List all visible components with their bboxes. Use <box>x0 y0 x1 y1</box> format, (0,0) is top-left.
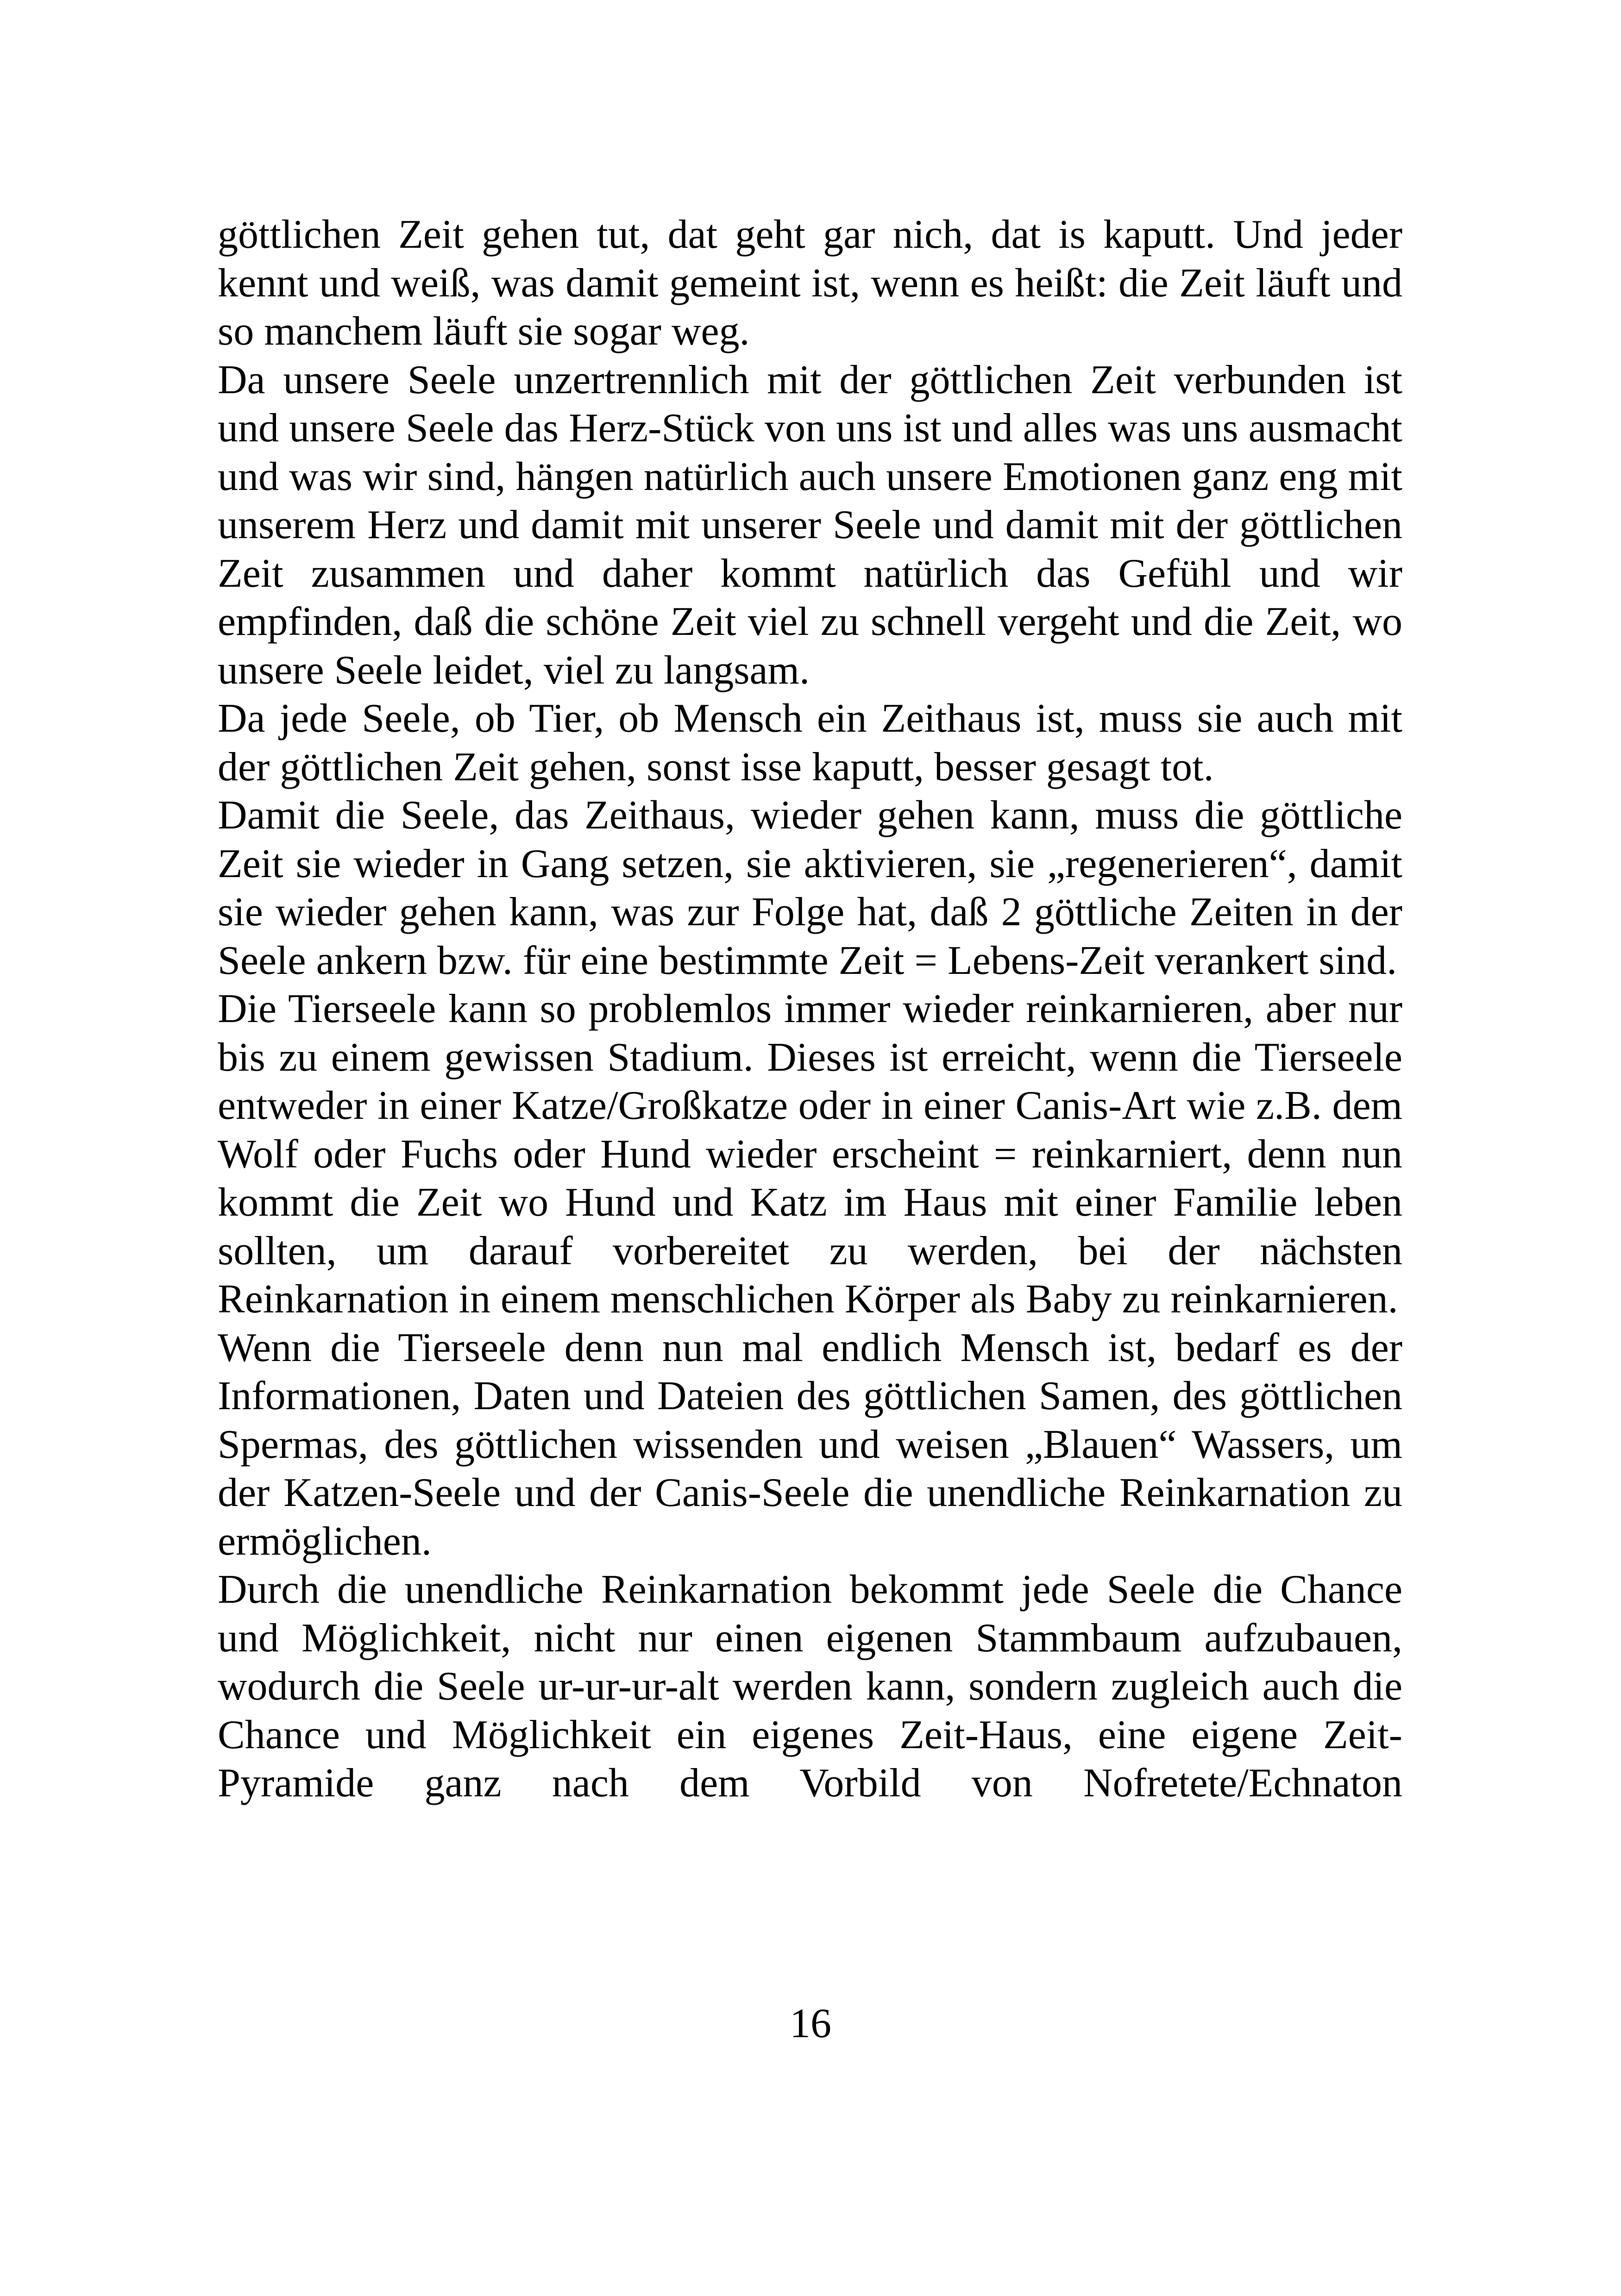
paragraph-6: Wenn die Tierseele denn nun mal endlich Mensch ist, bedarf es der Informationen, Daten und Dateien des göttlichen Samen, des göttlichen Spermas, des göttlichen wissenden und weisen „Blauen“ Wassers, um der Katzen-Seele und der Canis-Seele die unendliche Reinkarnation zu ermöglichen. <box>218 1325 1402 1564</box>
paragraph-1: göttlichen Zeit gehen tut, dat geht gar nich, dat is kaputt. Und jeder kennt und weiß, was damit gemeint ist, wenn es heißt: die Zeit läuft und so manchem läuft sie sogar weg. <box>218 212 1402 354</box>
paragraph-4: Damit die Seele, das Zeithaus, wieder gehen kann, muss die göttliche Zeit sie wieder in Gang setzen, sie aktivieren, sie „regenerieren“, damit sie wieder gehen kann, was zur Folge hat, daß 2 göttliche Zeiten in der Seele ankern bzw. für eine bestimmte Zeit = Lebens-Zeit verankert sind. <box>218 793 1402 983</box>
page-number: 16 <box>790 2001 831 2046</box>
body-text <box>218 211 1402 1808</box>
paragraph-5: Die Tierseele kann so problemlos immer wieder reinkarnieren, aber nur bis zu einem gewissen Stadium. Dieses ist erreicht, wenn die Tierseele entweder in einer Katze/Großkatze oder in einer Canis-Art wie z.B. dem Wolf oder Fuchs oder Hund wieder erscheint = reinkarniert, denn nun kommt die Zeit wo Hund und Katz im Haus mit einer Familie leben sollten, um darauf vorbereitet zu werden, bei der nächsten Reinkarnation in einem menschlichen Körper als Baby zu reinkarnieren. <box>218 986 1402 1322</box>
paragraph-2: Da unsere Seele unzertrennlich mit der göttlichen Zeit verbunden ist und unsere Seele das Herz-Stück von uns ist und alles was uns ausmacht und was wir sind, hängen natürlich auch unsere Emotionen ganz eng mit unserem Herz und damit mit unserer Seele und damit mit der göttlichen Zeit zusammen und daher kommt natürlich das Gefühl und wir empfinden, daß die schöne Zeit viel zu schnell vergeht und die Zeit, wo unsere Seele leidet, viel zu langsam. <box>218 357 1402 693</box>
paragraph-3: Da jede Seele, ob Tier, ob Mensch ein Zeithaus ist, muss sie auch mit der göttlichen Zeit gehen, sonst isse kaputt, besser gesagt tot. <box>218 696 1402 790</box>
paragraph-7: Durch die unendliche Reinkarnation bekommt jede Seele die Chance und Möglichkeit, nicht nur einen eigenen Stammbaum aufzubauen, wodurch die Seele ur-ur-ur-alt werden kann, sondern zugleich auch die Chance und Möglichkeit ein eigenes Zeit-Haus, eine eigene Zeit-Pyramide ganz nach dem Vorbild von Nofretete/Echnaton <box>218 1567 1402 1806</box>
